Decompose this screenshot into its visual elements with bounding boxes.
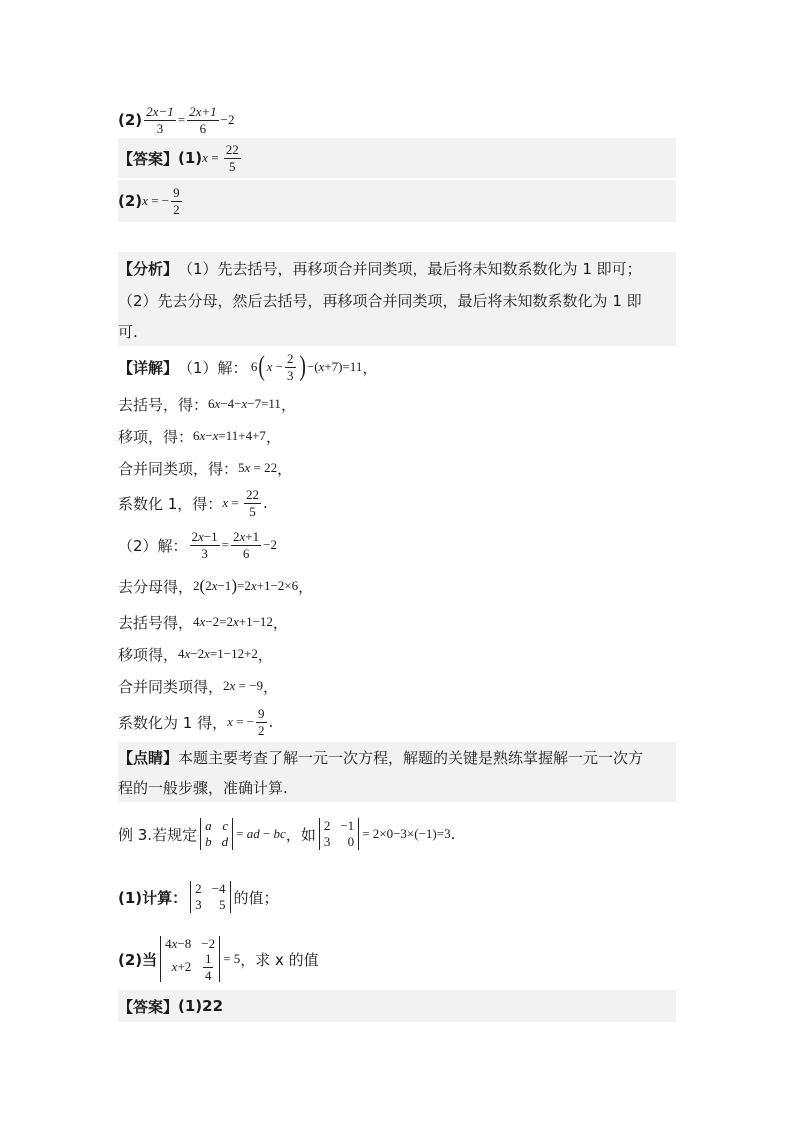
example-3-q1-label: (1)计算： [118,888,188,907]
example-3-row: 例 3.若规定 a c b d = ad − bc ，如 2 −1 3 0 = 2×0−3×(−1)=3 . [118,817,456,849]
step-move2-equation: 4 x −2 x =1−12+2 [178,646,258,661]
example-3-answer-value: (1)22 [178,997,224,1015]
step-move2-label: 移项得， [118,645,179,664]
step-coef2-equation: x = − $\frac{9}{2}$ [227,705,265,738]
analysis-text-3: 可. [118,322,138,341]
detail-heading: 【详解】 [118,358,179,377]
example-3-text-2: ，如 [285,825,316,844]
answer-1-value: x = $\frac{22}{5}$ [202,141,239,174]
step-combine-label: 合并同类项，得： [118,459,239,478]
comment-text-1: 本题主要考查了解一元一次方程，解题的关键是熟练掌握解一元一次方 [178,748,644,767]
analysis-heading: 【分析】 [118,259,179,278]
example-3-q2-label: (2)当 [118,950,158,969]
analysis-text-1: （1）先去括号，再移项合并同类项，最后将未知数系数化为 1 即可； [178,259,642,278]
step-move-label: 移项，得： [118,427,194,446]
problem-2-equation: $\frac{2x-1}{3}$ = $\frac{2x+1}{6}$ −2 [146,103,235,136]
example-3-sample: 2 −1 3 0 = 2×0−3×(−1)=3 [316,818,451,851]
answer-2-row [118,180,676,222]
analysis-row-3 [118,316,676,346]
step-coef2-label: 系数化为 1 得， [118,713,228,732]
step-combine2-label: 合并同类项得， [118,677,224,696]
detail-row-move: 移项，得： 6 x − x =11+4+7 ， [118,427,281,446]
detail-row-denom: 去分母得， 2 ( 2 x −1 ) =2 x +1−2×6 ， [118,576,314,596]
step-expand-label: 去括号，得： [118,395,209,414]
step-coef1-label: 系数化 1，得： [118,494,223,513]
detail-1-prefix: （1）解： [178,358,248,377]
detail-row-move2: 移项得， 4 x −2 x =1−12+2 ， [118,645,273,664]
step-expand-equation: 6 x −4− x −7=11 [208,396,281,411]
problem-2-label: (2) [118,111,143,129]
example-3-q2-row [118,930,676,988]
answer-1-row [118,138,676,178]
detail-row-combine: 合并同类项，得： 5 x = 22 ， [118,459,293,478]
comment-row-2 [118,772,676,802]
detail-2-prefix: （2）解： [118,536,188,555]
step-combine-equation: 5 x = 22 [238,460,278,475]
step-move-equation: 6 x − x =11+4+7 [193,428,266,443]
step-denom-equation: 2 ( 2 x −1 ) =2 x +1−2×6 [193,576,299,595]
detail-row-expand2: 去括号得， 4 x −2=2 x +1−12 ， [118,613,288,632]
detail-row-combine2: 合并同类项得， 2 x = −9 ， [118,677,278,696]
step-coef1-equation: x = $\frac{22}{5}$ [222,486,259,519]
detail-row-coef1: 系数化 1，得： x = $\frac{22}{5}$ . [118,486,268,519]
detail-row-2 [118,526,676,564]
detail-row-coef2: 系数化为 1 得， x = − $\frac{9}{2}$ . [118,705,274,738]
example-3-definition: a c b d = ad − bc [197,818,286,851]
answer-2-value: x = − $\frac{9}{2}$ [142,184,180,217]
example-3-q1-suffix: 的值； [233,888,279,907]
detail-row-1: 【详解】 （1）解： 6 ( x − $\frac{2}{3}$ ) − ( x +7)=11 ， [118,350,378,383]
example-3-q2-suffix: ，求 x 的值 [240,950,319,969]
detail-1-equation: 6 ( x − $\frac{2}{3}$ ) − ( x +7)=11 [247,350,363,383]
detail-2-equation: $\frac{2x-1}{3}$ = $\frac{2x+1}{6}$ −2 [191,528,277,561]
example-3-answer-row [118,990,676,1022]
analysis-row-1 [118,252,676,284]
example-3-answer-heading: 【答案】 [118,997,179,1016]
answer-2-label: (2) [118,192,143,210]
step-denom-label: 去分母得， [118,577,194,596]
example-3-q1-row [118,874,676,920]
example-3-q2-determinant: 4x−8 −2 x+2 $\frac{1}{4}$ = 5 [157,936,240,983]
detail-row-expand: 去括号，得： 6 x −4− x −7=11 ， [118,395,296,414]
step-expand2-equation: 4 x −2=2 x +1−12 [193,614,273,629]
example-3-q1-determinant: 2 −4 3 5 [187,881,233,914]
answer-heading: 【答案】 [118,149,179,168]
step-expand2-label: 去括号得， [118,613,194,632]
example-3-text-1: 例 3.若规定 [118,825,198,844]
step-combine2-equation: 2 x = −9 [223,678,263,693]
comment-heading: 【点睛】 [118,748,179,767]
analysis-text-2: （2）先去分母，然后去括号，再移项合并同类项，最后将未知数系数化为 1 即 [118,291,642,310]
analysis-row-2 [118,284,676,316]
comment-text-2: 程的一般步骤，准确计算. [118,778,288,797]
comment-row-1 [118,742,676,772]
answer-1-label: (1) [178,149,203,167]
problem-2 [118,103,676,137]
